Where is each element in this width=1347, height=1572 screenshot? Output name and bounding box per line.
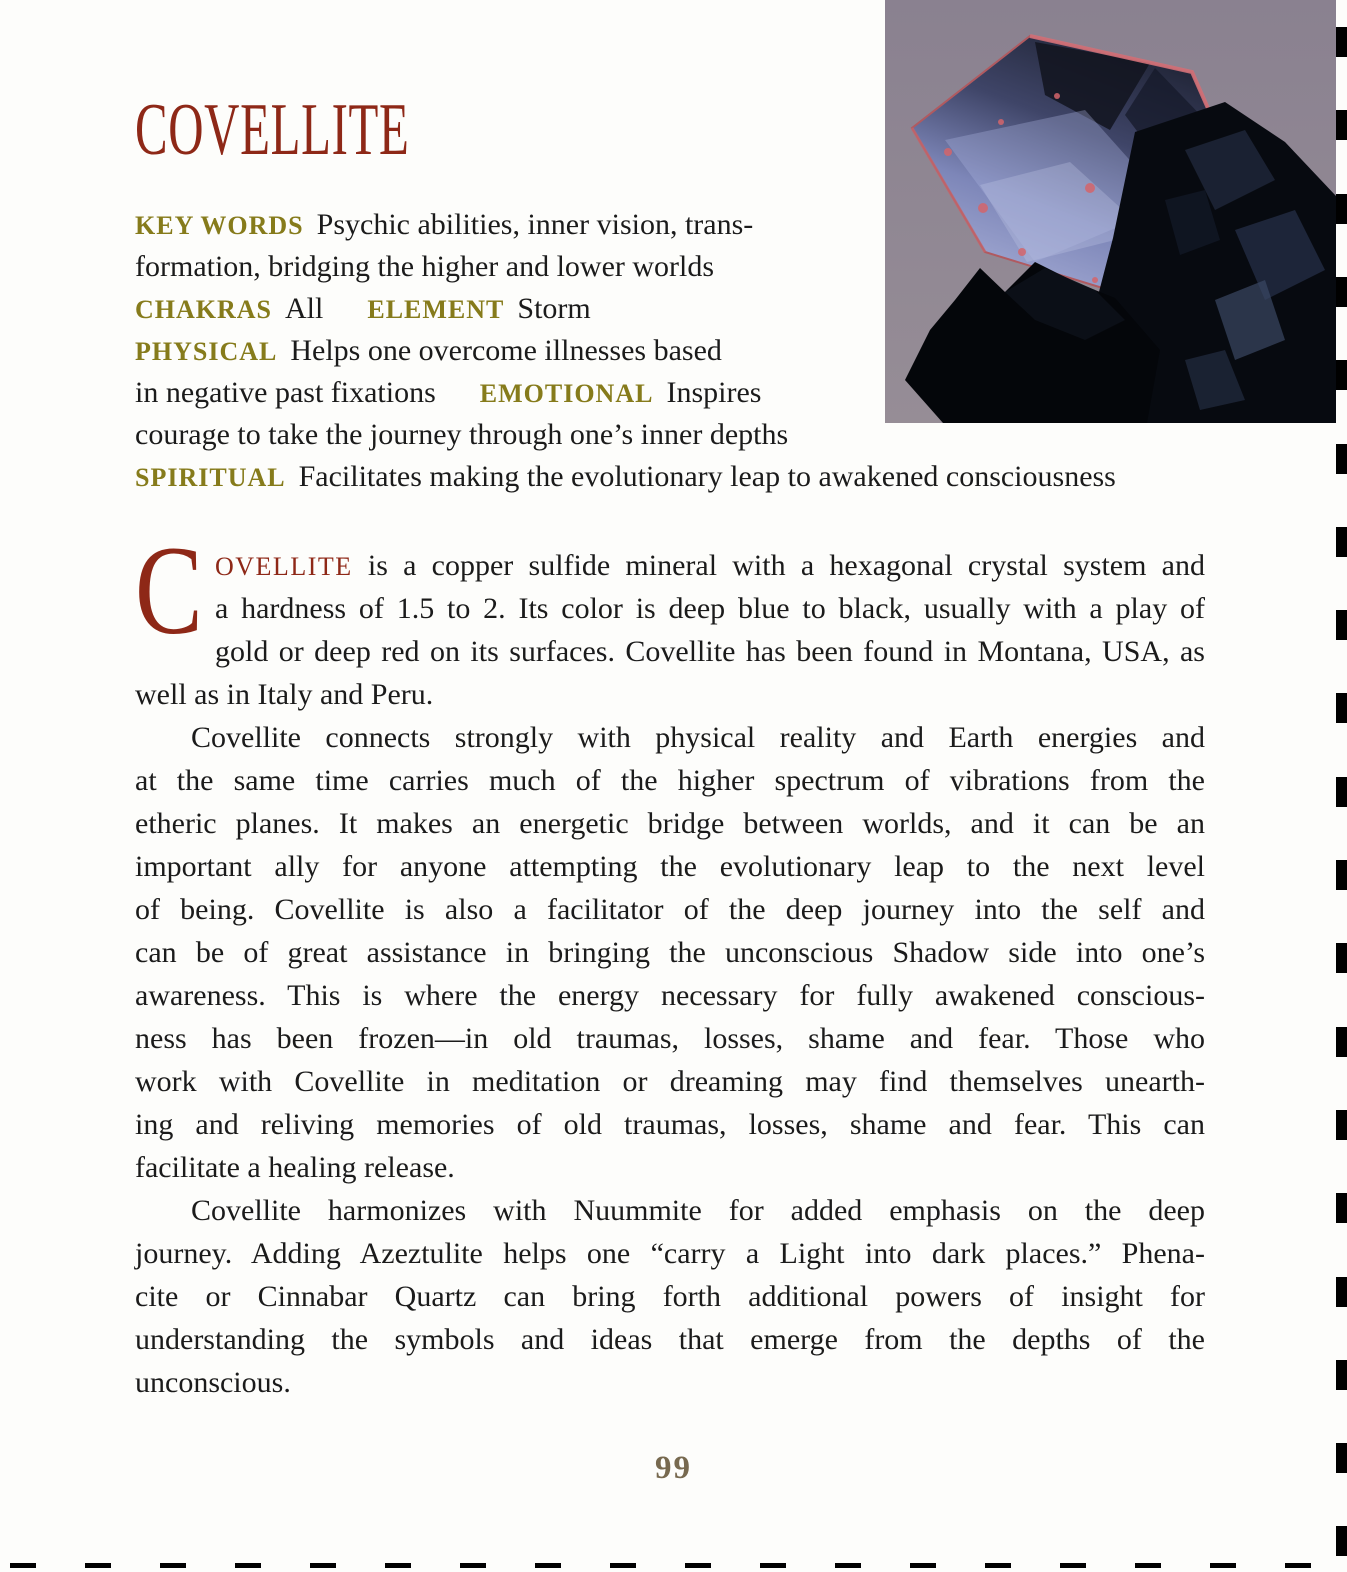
paragraph-1-lines: [135, 587, 1205, 716]
body-line: cite or Cinnabar Quartz can bring forth additional powers of insight for: [135, 1280, 1205, 1313]
emotional-line-2: courage to take the journey through one’s inner depths: [135, 418, 789, 451]
body-line: journey. Adding Azeztulite helps one “carry a Light into dark places.” Phena-: [135, 1237, 1205, 1270]
edge-mark: [1210, 1563, 1236, 1568]
body-line: gold or deep red on its surfaces. Covellite has been found in Montana, USA, as: [215, 635, 1205, 668]
element-label: ELEMENT: [367, 295, 505, 324]
edge-mark: [1336, 1277, 1347, 1307]
keywords-line-2: formation, bridging the higher and lower worlds: [135, 250, 715, 283]
edge-mark: [1336, 1526, 1347, 1556]
keywords-label: KEY WORDS: [135, 211, 304, 240]
edge-mark: [1336, 27, 1347, 57]
body-line: of being. Covellite is also a facilitator of the deep journey into the self and: [135, 893, 1205, 926]
edge-mark: [385, 1563, 411, 1568]
body-line: well as in Italy and Peru.: [135, 678, 434, 711]
spiritual-label: SPIRITUAL: [135, 463, 286, 492]
body-line: understanding the symbols and ideas that emerge from the depths of the: [135, 1323, 1205, 1356]
page-number: 99: [655, 1450, 692, 1486]
edge-mark: [1336, 360, 1347, 390]
edge-mark: [1336, 1193, 1347, 1223]
body-line: a hardness of 1.5 to 2. Its color is deep blue to black, usually with a play of: [215, 592, 1205, 625]
emotional-label: EMOTIONAL: [479, 379, 654, 408]
properties-block: [135, 204, 1205, 498]
edge-mark: [1336, 1027, 1347, 1057]
edge-mark: [10, 1563, 36, 1568]
body-line: ness has been frozen—in old traumas, losses, shame and fear. Those who: [135, 1022, 1205, 1055]
body-line: awareness. This is where the energy necessary for fully awakened conscious-: [135, 979, 1205, 1012]
body-line: ing and reliving memories of old traumas, losses, shame and fear. This can: [135, 1108, 1205, 1141]
emotional-text: Inspires: [666, 376, 762, 409]
edge-mark: [85, 1563, 111, 1568]
edge-mark: [1336, 693, 1347, 723]
edge-mark: [1285, 1563, 1311, 1568]
paragraph-3: [135, 1189, 1205, 1404]
keywords-line-1: [135, 204, 1205, 246]
edge-mark: [1336, 860, 1347, 890]
body-line: important ally for anyone attempting the evolutionary leap to the next level: [135, 850, 1205, 883]
edge-mark: [235, 1563, 261, 1568]
edge-mark: [835, 1563, 861, 1568]
page-title: COVELLITE: [135, 89, 410, 171]
edge-mark: [1336, 1110, 1347, 1140]
edge-mark: [535, 1563, 561, 1568]
body-line: can be of great assistance in bringing the unconscious Shadow side into one’s: [135, 936, 1205, 969]
edge-mark: [1336, 277, 1347, 307]
chakras-label: CHAKRAS: [135, 295, 273, 324]
body-line: unconscious.: [135, 1366, 291, 1399]
physical-line-1: [135, 330, 1205, 372]
edge-mark: [160, 1563, 186, 1568]
body-line: Covellite connects strongly with physical reality and Earth energies and: [191, 721, 1205, 754]
covellite-smallcaps: OVELLITE: [215, 552, 353, 581]
first-line-text: is a copper sulfide mineral with a hexagonal crystal system and: [352, 549, 1205, 582]
physical-label: PHYSICAL: [135, 337, 278, 366]
edge-mark: [1336, 194, 1347, 224]
physical-emotional-line: [135, 372, 1205, 414]
drop-cap: C: [135, 521, 203, 661]
edge-mark: [1336, 1360, 1347, 1390]
edge-mark: [1336, 527, 1347, 557]
spiritual-line: [135, 456, 1205, 498]
body-line: Covellite harmonizes with Nuummite for added emphasis on the deep: [191, 1194, 1205, 1227]
edge-mark: [685, 1563, 711, 1568]
edge-mark: [1336, 110, 1347, 140]
body-line: etheric planes. It makes an energetic bridge between worlds, and it can be an: [135, 807, 1205, 840]
edge-mark: [1336, 1443, 1347, 1473]
edge-mark: [610, 1563, 636, 1568]
physical-text: Helps one overcome illnesses based: [290, 334, 722, 367]
edge-mark: [910, 1563, 936, 1568]
element-value: Storm: [517, 292, 591, 325]
paragraph-2: [135, 716, 1205, 1189]
spiritual-text: Facilitates making the evolutionary leap to awakened consciousness: [298, 460, 1116, 493]
chakras-value: All: [285, 292, 324, 325]
edge-mark: [460, 1563, 486, 1568]
body-line: facilitate a healing release.: [135, 1151, 455, 1184]
edge-mark: [1060, 1563, 1086, 1568]
chakras-element-line: [135, 288, 1205, 330]
edge-mark: [985, 1563, 1011, 1568]
edge-mark: [1336, 777, 1347, 807]
body-text: [135, 521, 1205, 1404]
body-line: work with Covellite in meditation or dreaming may find themselves unearth-: [135, 1065, 1205, 1098]
keywords-text: Psychic abilities, inner vision, trans-: [316, 208, 754, 241]
paragraph-1: [135, 521, 1205, 716]
edge-mark: [1336, 444, 1347, 474]
edge-mark: [1336, 943, 1347, 973]
edge-mark: [1336, 610, 1347, 640]
edge-mark: [760, 1563, 786, 1568]
edge-mark: [1135, 1563, 1161, 1568]
body-line-first: [135, 544, 1205, 587]
physical-text-cont: in negative past fixations: [135, 376, 436, 409]
text-column: [135, 0, 1205, 1404]
body-line: at the same time carries much of the higher spectrum of vibrations from the: [135, 764, 1205, 797]
edge-mark: [310, 1563, 336, 1568]
